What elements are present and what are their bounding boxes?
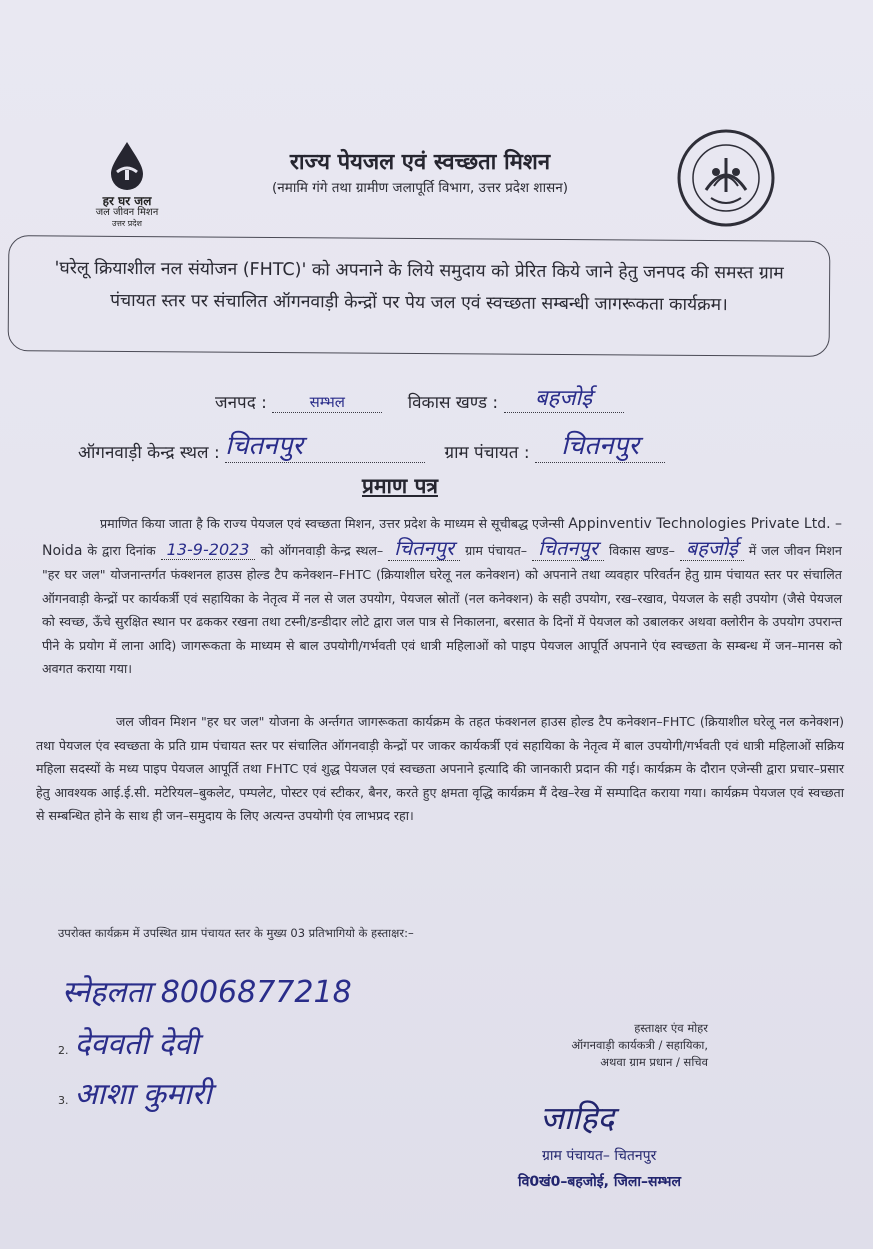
signatures-intro: उपरोक्त कार्यक्रम में उपस्थित ग्राम पंचायत स्तर के मुख्य 03 प्रतिभागियो के हस्ताक्षर:– [58,926,414,940]
logo-line-2: जल जीवन मिशन [95,207,159,218]
anganwadi-label: ऑगनवाड़ी केन्द्र स्थल : [78,443,220,463]
block-field [504,382,624,413]
official-signature: जाहिद [540,1099,615,1137]
p1-site-label: को ऑगनवाड़ी केन्द्र स्थल– [260,542,384,558]
participant-signature-3 [58,1072,212,1113]
anganwadi-panchayat-row [78,426,665,463]
district-label: जनपद : [215,393,267,413]
banner-text: 'घरेलू क्रियाशील नल संयोजन (FHTC)' को अपनाने के लिये समुदाय को प्रेरित किये जाने हेतु जनपद की समस्त ग्राम पंचायत स्तर पर संचालित ऑगनवाड़ी केन्द्रों पर पेय जल एवं स्वच्छता सम्बन्धी जागरूकता कार्यक्रम। [54,258,784,316]
district-block-row [215,382,624,413]
logo-line-1: हर घर जल [102,194,152,208]
certificate-title: प्रमाण पत्र [362,474,438,498]
p1-panchayat-label: ग्राम पंचायत– [465,542,528,558]
anganwadi-field [225,426,425,463]
stamp-label [508,1020,708,1071]
stamp-label-line-3: अथवा ग्राम प्रधान / सचिव [600,1055,708,1069]
p2-body: जल जीवन मिशन "हर घर जल" योजना के अर्न्तगत जागरूकता कार्यक्रम के तहत फंक्शनल हाउस होल्ड टैप कनेक्शन–FHTC (क्रियाशील घरेलू नल कनेक्शन) तथा पेयजल एंव स्वच्छता के प्रति ग्राम पंचायत स्तर पर संचालित ऑगनवाड़ी केन्द्रों पर जाकर कार्यकर्त्री एवं सहायिका के नेतृत्व में बाल उपयोगी/गर्भवती एवं धात्री महिलाओं सक्रिय महिला सदस्यों के मध्य पाइप पेयजल आपूर्ति तथा FHTC एवं शुद्ध पेयजल एवं स्वच्छता अपनाने इत्यादि की जानकारी प्रदान की गई। कार्यक्रम के दौरान एजेन्सी द्वारा प्रचार–प्रसार हेतु आवश्यक आई.ई.सी. मटेरियल–बुकलेट, पम्पलेट, पोस्टर एवं स्टीकर, बैनर, करते हुए क्षमता वृद्धि कार्यक्रम मैं देख–रेख में सम्पादित कराया गया। कार्यक्रम पेयजल एवं स्वच्छता से सम्बन्धित होने के साथ ही जन–समुदाय के लिए अत्यन्त उपयोगी एंव लाभप्रद रहा। [36,714,844,823]
district-field [272,392,382,413]
p1-block-label: विकास खण्ड– [608,542,675,558]
agency-name: Appinventiv Technologies Private Ltd. – Noida [42,516,843,559]
signature-number-3: 3. [58,1094,69,1107]
certificate-paragraph-2 [36,710,844,828]
seal-line-2: वि0खं0–बहजोई, जिला–सम्भल [518,1174,681,1190]
signature-3-text: आशा कुमारी [74,1077,212,1112]
panchayat-inline-value: चितनपुर [532,536,604,561]
logo-line-3: उत्तर प्रदेश [112,219,142,228]
panchayat-value: चितनपुर [561,431,639,461]
p1-body: में जल जीवन मिशन "हर घर जल" योजनान्तर्गत फंक्शनल हाउस होल्ड टैप कनेक्शन–FHTC (क्रियाशील घरेलू नल कनेक्शन) को अपनाने तथा व्यवहार परिवर्तन हेतु ग्राम पंचायत स्तर पर संचालित ऑगनवाड़ी केन्द्रों पर कार्यकर्त्री एवं सहायिका के नेतृत्व में नल से जल उपयोग, पेयजल स्रोतों (नल कनेक्शन) के सही उपयोग, रख–रखाव, पेयजल के सही उपयोग (जैसे पेयजल को स्वच्छ, ऊँचे सुरक्षित स्थान पर ढककर रखना तथा टस्नी/डन्डीदार लोटे द्वारा जल पात्र से निकालना, बरसात के दिनों में पेयजल को उबालकर अथवा क्लोरीन के उपयोग उपरान्त पीने के प्रयोग में लाना आदि) जागरूकता के माध्यम से बाल उपयोगी/गर्भवती एवं धात्री महिलाओं को पाइप पेयजल आपूर्ति अपनाने एंव स्वच्छता के सम्बन्ध में जन–मानस को अवगत कराया गया। [42,542,842,676]
participant-signature-1: स्नेहलता 8006877218 [62,975,352,1010]
panchayat-label: ग्राम पंचायत : [444,443,530,463]
panchayat-field [535,426,665,463]
certificate-paragraph-1 [42,512,842,681]
district-value: सम्भल [309,393,345,411]
page-title: राज्य पेयजल एवं स्वच्छता मिशन [289,150,551,175]
har-ghar-jal-logo [82,140,172,229]
participant-signature-2 [58,1022,199,1063]
anganwadi-value: चितनपुर [225,431,303,461]
block-value: बहजोई [534,386,593,411]
site-value: चितनपुर [388,536,460,561]
stamp-label-line-1: हस्ताक्षर एंव मोहर [634,1021,708,1035]
water-drop-icon [107,140,147,192]
program-title-banner [8,235,831,357]
block-label: विकास खण्ड : [407,393,499,413]
page-subtitle: (नमामि गंगे तथा ग्रामीण जलापूर्ति विभाग, उत्तर प्रदेश शासन) [272,180,568,196]
block-inline-value: बहजोई [680,536,744,561]
p1-intro: प्रमाणित किया जाता है कि राज्य पेयजल एवं स्वच्छता मिशन, उत्तर प्रदेश के माध्यम से सूचीबद्ध एजेन्सी [100,516,565,531]
stamp-label-line-2: ऑगनवाड़ी कार्यकत्री / सहायिका, [571,1038,708,1052]
seal-line-1: ग्राम पंचायत– चितनपुर [542,1148,657,1164]
signature-2-text: देववती देवी [74,1027,199,1062]
program-date: 13-9-2023 [161,540,256,560]
signature-number-2: 2. [58,1044,69,1057]
up-government-emblem-icon [676,128,776,228]
p1-date-label: के द्वारा दिनांक [87,542,156,558]
